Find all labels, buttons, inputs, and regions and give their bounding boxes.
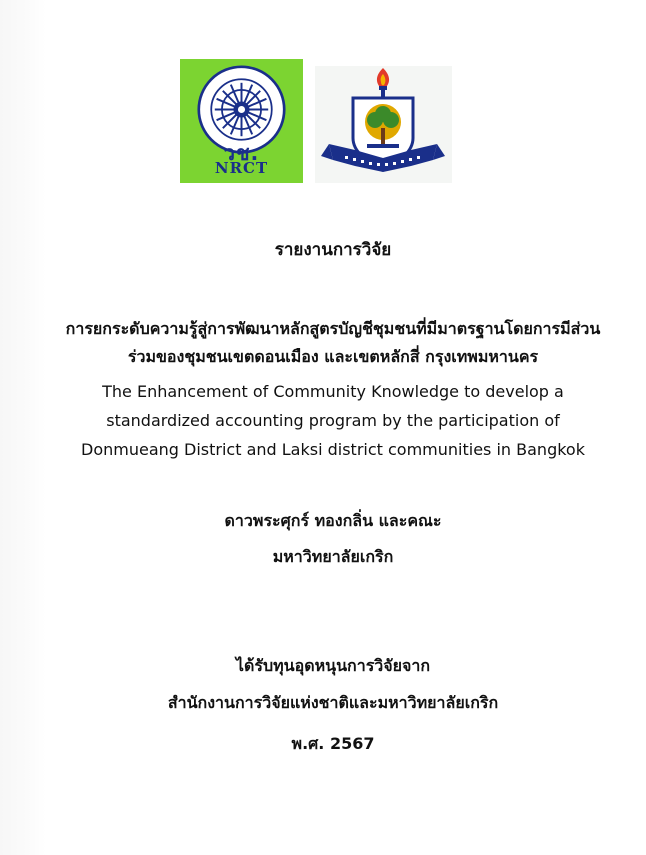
- institution: มหาวิทยาลัยเกริก: [272, 547, 394, 566]
- page-edge-shadow: [0, 0, 46, 855]
- nrct-logo: [180, 59, 303, 183]
- report-type-heading: รายงานการวิจัย: [274, 240, 392, 260]
- nrct-english-wordmark: NRCT: [214, 159, 269, 177]
- krirk-university-emblem: [315, 66, 452, 183]
- title-english-line-3: Donmueang District and Laksi district communities in Bangkok: [81, 440, 585, 459]
- funding-line-1: ได้รับทุนอุดหนุนการวิจัยจาก: [235, 656, 431, 675]
- funding-line-2: สำนักงานการวิจัยแห่งชาติและมหาวิทยาลัยเกริก: [167, 693, 499, 712]
- author: ดาวพระศุกร์ ทองกลิ่น และคณะ: [224, 511, 442, 530]
- title-english-line-2: standardized accounting program by the participation of: [106, 411, 560, 430]
- publication-year: พ.ศ. 2567: [291, 734, 375, 753]
- nrct-thai-wordmark: วช.: [223, 141, 260, 165]
- title-thai-line-2: ร่วมของชุมชนเขตดอนเมือง และเขตหลักสี่ กรุงเทพมหานคร: [127, 347, 539, 366]
- title-english-line-1: The Enhancement of Community Knowledge to develop a: [102, 382, 564, 401]
- university-emblem-icon: [315, 66, 452, 183]
- title-thai-line-1: การยกระดับความรู้สู่การพัฒนาหลักสูตรบัญชีชุมชนที่มีมาตรฐานโดยการมีส่วน: [65, 319, 601, 338]
